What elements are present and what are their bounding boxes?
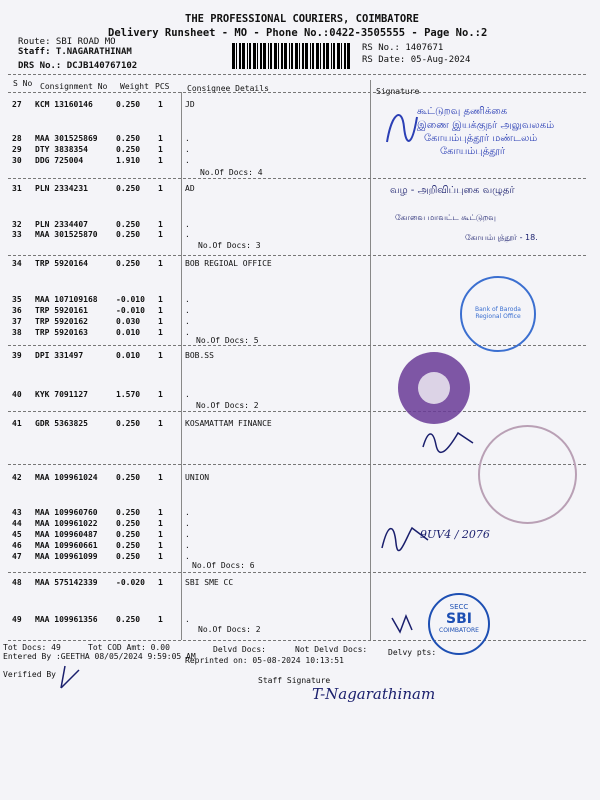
- runsheet-title: Delivery Runsheet - MO - Phone No.:0422-3505555 - Page No.:2: [108, 27, 488, 39]
- delivery-points: Delvy pts:: [388, 648, 437, 657]
- barcode-bar: [281, 43, 283, 69]
- bob-stamp: [460, 276, 536, 352]
- barcode-bar: [268, 43, 269, 69]
- row-consignment: KCM 13160146: [35, 100, 93, 109]
- row-consignment: MAA 301525869: [35, 134, 98, 143]
- row-weight: 0.250: [116, 519, 141, 528]
- row-consignee: .: [185, 295, 190, 304]
- barcode-bar: [337, 43, 340, 69]
- row-consignment: MAA 109961099: [35, 552, 98, 561]
- row-consignment: TRP 5920163: [35, 328, 88, 337]
- stamp-text: வழ - அறிவிப்புகை வழுதர்: [390, 185, 515, 196]
- row-pcs: 1: [158, 541, 163, 550]
- col-sno: S No: [13, 79, 33, 88]
- doc-count: No.Of Docs: 2: [196, 401, 259, 410]
- table-row: [0, 615, 600, 627]
- entered-by: Entered By :GEETHA 08/05/2024 9:59:05 AM: [3, 652, 196, 661]
- row-pcs: 1: [158, 100, 163, 109]
- row-consignee: .: [185, 508, 190, 517]
- delivered-docs: Delvd Docs:: [213, 645, 266, 654]
- verified-by: Verified By: [3, 670, 56, 679]
- row-weight: -0.010: [116, 306, 145, 315]
- barcode-bar: [253, 43, 256, 69]
- row-pcs: 1: [158, 390, 163, 399]
- row-sno: 31: [12, 184, 22, 193]
- col-consignment: Consignment No: [40, 82, 108, 91]
- row-consignment: TRP 5920162: [35, 317, 88, 326]
- barcode-bar: [316, 43, 319, 69]
- row-consignment: GDR 5363825: [35, 419, 88, 428]
- row-consignment: MAA 109961024: [35, 473, 98, 482]
- row-consignment: MAA 109961356: [35, 615, 98, 624]
- row-weight: 0.250: [116, 145, 141, 154]
- stamp-text: கோயம்புத்தூர் மண்டலம்: [424, 133, 538, 144]
- row-weight: 0.250: [116, 530, 141, 539]
- row-sno: 29: [12, 145, 22, 154]
- row-weight: 0.250: [116, 184, 141, 193]
- doc-count: No.Of Docs: 5: [196, 336, 259, 345]
- row-consignment: MAA 109960661: [35, 541, 98, 550]
- row-consignee: BOB.SS: [185, 351, 214, 360]
- barcode-bar: [299, 43, 300, 69]
- barcode-bar: [305, 43, 308, 69]
- row-consignee: .: [185, 530, 190, 539]
- barcode-bar: [331, 43, 332, 69]
- round-seal-purple: [398, 352, 470, 424]
- stamp-text: Bank of Baroda Regional Office: [475, 306, 521, 320]
- stamp-text: கோவை மாவட்ட கூட்டுறவு: [395, 213, 496, 222]
- row-pcs: 1: [158, 259, 163, 268]
- row-pcs: 1: [158, 317, 163, 326]
- barcode-bar: [323, 43, 325, 69]
- handwritten-date: 9UV4 / 2076: [420, 528, 490, 541]
- barcode-bar: [320, 43, 321, 69]
- row-consignment: TRP 5920164: [35, 259, 88, 268]
- col-weight: Weight: [120, 82, 149, 91]
- row-sno: 45: [12, 530, 22, 539]
- row-weight: 0.250: [116, 552, 141, 561]
- row-pcs: 1: [158, 306, 163, 315]
- barcode-bar: [310, 43, 311, 69]
- row-weight: 0.250: [116, 230, 141, 239]
- doc-count: No.Of Docs: 3: [198, 241, 261, 250]
- barcode-bar: [278, 43, 279, 69]
- barcode-bar: [284, 43, 287, 69]
- barcode-bar: [257, 43, 258, 69]
- barcode-bar: [302, 43, 304, 69]
- row-consignment: MAA 301525870: [35, 230, 98, 239]
- row-weight: 1.910: [116, 156, 141, 165]
- row-weight: 0.250: [116, 134, 141, 143]
- row-weight: -0.010: [116, 295, 145, 304]
- row-sno: 30: [12, 156, 22, 165]
- row-weight: 0.250: [116, 220, 141, 229]
- row-weight: 0.010: [116, 351, 141, 360]
- row-pcs: 1: [158, 508, 163, 517]
- barcode-bar: [341, 43, 342, 69]
- row-pcs: 1: [158, 134, 163, 143]
- row-consignment: DDG 725004: [35, 156, 84, 165]
- row-sno: 36: [12, 306, 22, 315]
- barcode-bar: [289, 43, 290, 69]
- row-consignee: JD: [185, 100, 195, 109]
- table-row: [0, 578, 600, 590]
- row-sno: 46: [12, 541, 22, 550]
- stamp-text: கூட்டுறவு தணிக்கை: [417, 106, 508, 117]
- row-consignment: DPI 331497: [35, 351, 84, 360]
- stamp-text: COIMBATORE: [439, 627, 479, 634]
- row-weight: 0.250: [116, 541, 141, 550]
- barcode-bar: [247, 43, 248, 69]
- signature-scribble-icon: [418, 425, 478, 455]
- table-row: [0, 390, 600, 402]
- row-pcs: 1: [158, 184, 163, 193]
- rs-date: RS Date: 05-Aug-2024: [362, 55, 471, 65]
- drs-number: DRS No.: DCJB140767102: [18, 61, 138, 71]
- row-weight: -0.020: [116, 578, 145, 587]
- row-sno: 40: [12, 390, 22, 399]
- barcode-bar: [260, 43, 262, 69]
- row-sno: 28: [12, 134, 22, 143]
- col-pcs: PCS: [155, 82, 170, 91]
- route-label: Route: SBI ROAD MO: [18, 37, 116, 47]
- barcode-bar: [291, 43, 293, 69]
- row-weight: 0.010: [116, 328, 141, 337]
- row-sno: 35: [12, 295, 22, 304]
- barcode-bar: [274, 43, 277, 69]
- row-consignee: .: [185, 328, 190, 337]
- row-pcs: 1: [158, 419, 163, 428]
- stamp-text: SECC: [449, 603, 469, 611]
- row-pcs: 1: [158, 615, 163, 624]
- row-consignee: .: [185, 615, 190, 624]
- row-consignment: MAA 109961022: [35, 519, 98, 528]
- row-consignee: UNION: [185, 473, 210, 482]
- row-consignment: MAA 109960760: [35, 508, 98, 517]
- total-docs: Tot Docs: 49: [3, 643, 61, 652]
- row-consignee: .: [185, 306, 190, 315]
- row-sno: 27: [12, 100, 22, 109]
- row-consignment: DTY 3838354: [35, 145, 88, 154]
- barcode-bar: [344, 43, 346, 69]
- row-consignment: PLN 2334231: [35, 184, 88, 193]
- row-pcs: 1: [158, 295, 163, 304]
- staff-label: Staff: T.NAGARATHINAM: [18, 47, 132, 57]
- row-weight: 0.250: [116, 100, 141, 109]
- row-pcs: 1: [158, 473, 163, 482]
- row-consignment: KYK 7091127: [35, 390, 88, 399]
- col-consignee: Consignee Details: [187, 84, 269, 93]
- doc-count: No.Of Docs: 6: [192, 561, 255, 570]
- row-sno: 34: [12, 259, 22, 268]
- barcode-bar: [326, 43, 329, 69]
- row-consignee: .: [185, 317, 190, 326]
- row-pcs: 1: [158, 552, 163, 561]
- total-cod: Tot COD Amt: 0.00: [88, 643, 170, 652]
- row-weight: 0.250: [116, 508, 141, 517]
- row-pcs: 1: [158, 156, 163, 165]
- faded-round-seal: [478, 425, 577, 524]
- row-weight: 1.570: [116, 390, 141, 399]
- row-sno: 42: [12, 473, 22, 482]
- row-sno: 48: [12, 578, 22, 587]
- row-consignee: .: [185, 134, 190, 143]
- row-consignee: .: [185, 552, 190, 561]
- row-sno: 41: [12, 419, 22, 428]
- row-weight: 0.250: [116, 419, 141, 428]
- row-weight: 0.250: [116, 259, 141, 268]
- row-weight: 0.250: [116, 473, 141, 482]
- barcode-bar: [333, 43, 335, 69]
- barcode-bar: [312, 43, 314, 69]
- row-weight: 0.030: [116, 317, 141, 326]
- row-pcs: 1: [158, 328, 163, 337]
- row-sno: 38: [12, 328, 22, 337]
- row-pcs: 1: [158, 230, 163, 239]
- barcode-bar: [263, 43, 266, 69]
- signature-scribble-icon: [388, 612, 418, 638]
- row-consignee: .: [185, 390, 190, 399]
- row-consignee: KOSAMATTAM FINANCE: [185, 419, 272, 428]
- row-consignee: SBI SME CC: [185, 578, 234, 587]
- row-pcs: 1: [158, 351, 163, 360]
- row-consignee: BOB REGIOAL OFFICE: [185, 259, 272, 268]
- row-consignee: .: [185, 145, 190, 154]
- table-row: [0, 259, 600, 271]
- row-pcs: 1: [158, 220, 163, 229]
- row-consignee: .: [185, 156, 190, 165]
- row-consignee: .: [185, 230, 190, 239]
- row-consignment: MAA 109960487: [35, 530, 98, 539]
- row-sno: 47: [12, 552, 22, 561]
- sbi-logo: SBI: [446, 611, 472, 627]
- barcode-bar: [249, 43, 251, 69]
- col-signature: Signature: [376, 87, 420, 96]
- row-consignee: AD: [185, 184, 195, 193]
- barcode-bar: [236, 43, 237, 69]
- row-consignment: PLN 2334407: [35, 220, 88, 229]
- barcode-bar: [239, 43, 241, 69]
- row-consignee: .: [185, 519, 190, 528]
- row-sno: 43: [12, 508, 22, 517]
- table-row: [0, 351, 600, 363]
- stamp-text: கோயம்புத்தூர்: [440, 146, 506, 157]
- barcode-bar: [242, 43, 245, 69]
- barcode: [232, 43, 352, 69]
- row-sno: 39: [12, 351, 22, 360]
- row-sno: 33: [12, 230, 22, 239]
- not-delivered-docs: Not Delvd Docs:: [295, 645, 368, 654]
- row-pcs: 1: [158, 578, 163, 587]
- signature-scribble-icon: [55, 662, 85, 692]
- sbi-stamp: [428, 593, 490, 655]
- row-pcs: 1: [158, 145, 163, 154]
- row-sno: 44: [12, 519, 22, 528]
- row-pcs: 1: [158, 530, 163, 539]
- row-consignee: .: [185, 220, 190, 229]
- row-sno: 49: [12, 615, 22, 624]
- row-sno: 32: [12, 220, 22, 229]
- barcode-bar: [295, 43, 298, 69]
- staff-signature: T-Nagarathinam: [312, 685, 436, 703]
- row-consignee: .: [185, 541, 190, 550]
- company-name: THE PROFESSIONAL COURIERS, COIMBATORE: [185, 13, 419, 25]
- row-consignment: MAA 107109168: [35, 295, 98, 304]
- doc-count: No.Of Docs: 4: [200, 168, 263, 177]
- barcode-bar: [347, 43, 350, 69]
- row-pcs: 1: [158, 519, 163, 528]
- row-consignment: TRP 5920161: [35, 306, 88, 315]
- row-weight: 0.250: [116, 615, 141, 624]
- seal-center-icon: [418, 372, 450, 404]
- stamp-text: கோயம்புத்தூர் - 18.: [465, 233, 538, 242]
- doc-count: No.Of Docs: 2: [198, 625, 261, 634]
- barcode-bar: [270, 43, 272, 69]
- tamil-stamp-2: [385, 185, 585, 250]
- staff-signature-label: Staff Signature: [258, 676, 331, 685]
- stamp-text: இணை இயக்குநர் அலுவலகம்: [417, 120, 555, 131]
- row-sno: 37: [12, 317, 22, 326]
- row-consignment: MAA 575142339: [35, 578, 98, 587]
- signature-scribble-icon: [382, 102, 422, 152]
- reprinted-on: Reprinted on: 05-08-2024 10:13:51: [185, 656, 344, 665]
- barcode-bar: [232, 43, 235, 69]
- tamil-stamp-1: [382, 102, 582, 162]
- rs-number: RS No.: 1407671: [362, 43, 444, 53]
